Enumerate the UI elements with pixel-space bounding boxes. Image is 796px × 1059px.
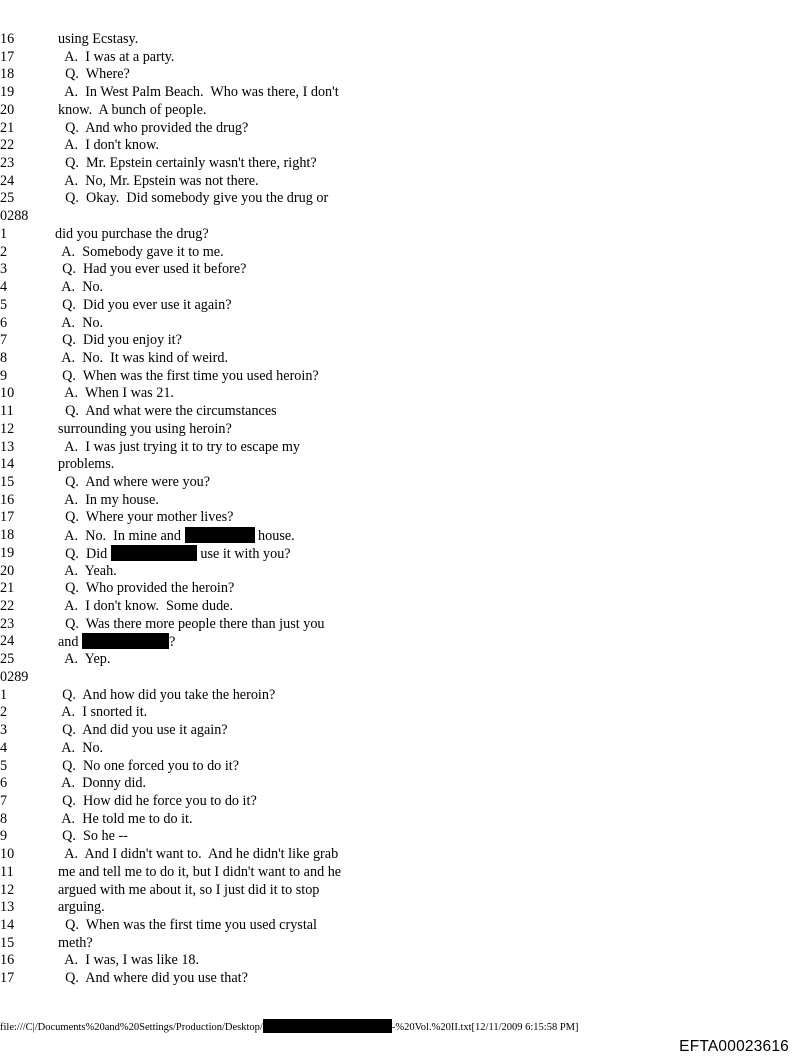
transcript-line xyxy=(0,456,796,474)
line-number: 23 xyxy=(0,155,15,172)
transcript-line xyxy=(0,687,796,705)
line-text xyxy=(58,846,338,864)
text-segment: A. No. xyxy=(55,279,104,296)
text-segment: problems. xyxy=(58,456,115,473)
footer-path-prefix: file:///C|/Documents%20and%20Settings/Production/Desktop/ xyxy=(0,1022,263,1033)
line-text xyxy=(55,811,193,829)
transcript-line xyxy=(0,155,796,173)
transcript-line xyxy=(0,421,796,439)
transcript-line xyxy=(0,315,796,333)
transcript-line xyxy=(0,297,796,315)
transcript-line xyxy=(0,935,796,953)
text-segment: Q. And did you use it again? xyxy=(55,722,228,739)
transcript-line xyxy=(0,279,796,297)
line-number: 1 xyxy=(0,225,8,242)
line-text xyxy=(55,722,228,740)
line-number: 17 xyxy=(0,48,15,65)
line-number: 5 xyxy=(0,296,8,313)
line-number: 22 xyxy=(0,598,15,615)
line-text xyxy=(58,31,138,49)
line-number: 12 xyxy=(0,420,15,437)
line-number: 17 xyxy=(0,509,15,526)
line-number: 24 xyxy=(0,633,15,650)
text-segment: A. And I didn't want to. And he didn't like grab xyxy=(58,846,339,863)
line-number: 12 xyxy=(0,881,15,898)
text-segment: and xyxy=(58,634,83,651)
line-text xyxy=(58,580,234,598)
line-text xyxy=(55,368,319,386)
text-segment: A. No. In mine and xyxy=(58,528,185,545)
transcript-line xyxy=(0,403,796,421)
line-number: 16 xyxy=(0,31,15,47)
text-segment: A. He told me to do it. xyxy=(55,810,193,827)
line-text xyxy=(55,332,182,350)
transcript-line xyxy=(0,828,796,846)
line-number: 8 xyxy=(0,349,8,366)
text-segment: A. Somebody gave it to me. xyxy=(55,243,224,260)
line-text xyxy=(58,190,328,208)
line-text xyxy=(58,49,174,67)
transcript-line xyxy=(0,722,796,740)
transcript-line xyxy=(0,439,796,457)
text-segment: A. In West Palm Beach. Who was there, I don't xyxy=(58,84,339,101)
transcript-line xyxy=(0,793,796,811)
line-number: 11 xyxy=(0,863,14,880)
text-segment: Q. Who provided the heroin? xyxy=(58,580,235,597)
line-text xyxy=(58,155,317,173)
transcript-line xyxy=(0,563,796,581)
transcript-line xyxy=(0,102,796,120)
text-segment: Q. No one forced you to do it? xyxy=(55,757,240,774)
transcript-line xyxy=(0,970,796,988)
text-segment: Q. When was the first time you used crystal xyxy=(58,917,317,933)
line-number: 2 xyxy=(0,704,8,721)
text-segment: Q. And where did you use that? xyxy=(58,970,248,987)
text-segment: A. No. It was kind of weird. xyxy=(55,349,228,366)
line-number: 4 xyxy=(0,739,8,756)
text-segment: ? xyxy=(169,634,176,651)
line-number: 3 xyxy=(0,261,8,278)
transcript-line xyxy=(0,120,796,138)
transcript-line xyxy=(0,492,796,510)
text-segment: A. No. xyxy=(55,314,104,331)
line-number: 14 xyxy=(0,456,15,473)
text-segment: A. I snorted it. xyxy=(55,704,148,721)
line-number: 2 xyxy=(0,243,8,260)
line-number: 10 xyxy=(0,846,15,863)
transcript-line xyxy=(0,740,796,758)
text-segment: Q. Mr. Epstein certainly wasn't there, right? xyxy=(58,155,317,172)
text-segment: using Ecstasy. xyxy=(58,31,139,47)
text-segment: A. I was at a party. xyxy=(58,48,175,65)
line-number: 14 xyxy=(0,917,15,933)
text-segment: Q. Was there more people there than just you xyxy=(58,615,325,632)
line-text xyxy=(58,84,339,102)
text-segment: me and tell me to do it, but I didn't want to and he xyxy=(58,863,342,880)
line-number: 22 xyxy=(0,137,15,154)
text-segment: A. No, Mr. Epstein was not there. xyxy=(58,172,259,189)
file-path-footer xyxy=(0,1019,579,1033)
line-text xyxy=(58,651,110,669)
text-segment: Q. Did you enjoy it? xyxy=(55,332,182,349)
transcript-line xyxy=(0,49,796,67)
line-number: 4 xyxy=(0,279,8,296)
line-text xyxy=(58,545,291,564)
line-text xyxy=(58,917,317,935)
text-segment: Q. Had you ever used it before? xyxy=(55,261,247,278)
line-text xyxy=(55,687,275,705)
line-text xyxy=(58,421,232,439)
transcript-line xyxy=(0,545,796,563)
line-number: 10 xyxy=(0,385,15,402)
page-marker xyxy=(0,669,796,687)
line-text xyxy=(55,279,103,297)
transcript-line xyxy=(0,846,796,864)
text-segment: Q. When was the first time you used heroin? xyxy=(55,367,319,384)
line-text xyxy=(58,598,233,616)
transcript-line xyxy=(0,226,796,244)
transcript-line xyxy=(0,882,796,900)
line-text xyxy=(55,793,257,811)
transcript-line xyxy=(0,350,796,368)
transcript-line xyxy=(0,598,796,616)
text-segment: Q. Where? xyxy=(58,66,130,83)
line-number: 19 xyxy=(0,84,15,101)
line-text xyxy=(55,775,146,793)
line-text xyxy=(55,226,209,244)
transcript-line xyxy=(0,758,796,776)
text-segment: Q. How did he force you to do it? xyxy=(55,792,257,809)
line-number: 16 xyxy=(0,952,15,969)
line-text xyxy=(58,385,174,403)
line-text xyxy=(58,173,259,191)
text-segment: A. When I was 21. xyxy=(58,385,174,402)
text-segment: arguing. xyxy=(58,899,105,916)
line-number: 6 xyxy=(0,314,8,331)
transcript-line xyxy=(0,811,796,829)
line-text xyxy=(58,633,175,652)
redaction-block xyxy=(263,1019,392,1033)
line-number: 23 xyxy=(0,615,15,632)
text-segment: surrounding you using heroin? xyxy=(58,420,232,437)
text-segment: Q. Did you ever use it again? xyxy=(55,296,232,313)
bates-stamp: EFTA00023616 xyxy=(679,1038,789,1055)
line-text xyxy=(58,456,114,474)
line-text xyxy=(58,66,130,84)
line-number: 18 xyxy=(0,66,15,83)
transcript-line xyxy=(0,509,796,527)
line-text xyxy=(58,935,93,953)
line-number: 25 xyxy=(0,651,15,668)
line-text xyxy=(55,740,103,758)
transcript-line xyxy=(0,899,796,917)
text-segment: Q. Where your mother lives? xyxy=(58,509,234,526)
line-text xyxy=(55,704,147,722)
line-text xyxy=(58,137,159,155)
transcript-line xyxy=(0,137,796,155)
line-number: 20 xyxy=(0,101,15,118)
text-segment: A. Yep. xyxy=(58,651,111,668)
line-text xyxy=(55,315,103,333)
transcript-line xyxy=(0,580,796,598)
text-segment: meth? xyxy=(58,934,93,951)
line-text xyxy=(58,403,277,421)
line-text xyxy=(58,563,117,581)
line-text xyxy=(58,102,206,120)
text-segment: did you purchase the drug? xyxy=(55,225,209,242)
line-text xyxy=(58,899,105,917)
text-segment: A. Donny did. xyxy=(55,775,147,792)
line-number: 7 xyxy=(0,332,8,349)
text-segment: use it with you? xyxy=(196,545,291,562)
line-text xyxy=(58,616,325,634)
text-segment: know. A bunch of people. xyxy=(58,101,207,118)
line-number: 5 xyxy=(0,757,8,774)
line-text xyxy=(58,952,199,970)
line-text xyxy=(58,492,159,510)
line-text xyxy=(58,864,341,882)
line-number: 13 xyxy=(0,899,15,916)
line-text xyxy=(58,439,300,457)
text-segment: Q. Did xyxy=(58,545,111,562)
transcript-line xyxy=(0,84,796,102)
text-segment: A. No. xyxy=(55,739,104,756)
text-segment: A. Yeah. xyxy=(58,562,117,579)
text-segment: Q. So he -- xyxy=(55,828,128,845)
line-number: 18 xyxy=(0,527,15,544)
line-text xyxy=(58,120,248,138)
text-segment: argued with me about it, so I just did it to stop xyxy=(58,881,320,898)
transcript-line xyxy=(0,31,796,49)
footer-path-suffix: -%20Vol.%20II.txt[12/11/2009 6:15:58 PM] xyxy=(391,1022,579,1033)
text-segment: A. I was just trying it to try to escape my xyxy=(58,438,300,455)
page-marker xyxy=(0,208,796,226)
transcript-line xyxy=(0,952,796,970)
line-text xyxy=(55,758,239,776)
line-number: 9 xyxy=(0,828,8,845)
redaction-block xyxy=(82,633,169,649)
transcript-line xyxy=(0,633,796,651)
transcript-line xyxy=(0,616,796,634)
transcript-line xyxy=(0,66,796,84)
transcript-line xyxy=(0,651,796,669)
text-segment: Q. And how did you take the heroin? xyxy=(55,686,276,703)
line-number: 9 xyxy=(0,367,8,384)
line-text xyxy=(58,970,248,988)
line-text xyxy=(55,350,228,368)
line-number: 6 xyxy=(0,775,8,792)
transcript-line xyxy=(0,775,796,793)
transcript-line xyxy=(0,917,796,935)
redaction-block xyxy=(185,527,255,543)
text-segment: Q. Okay. Did somebody give you the drug or xyxy=(58,190,329,207)
line-text xyxy=(58,509,233,527)
transcript-line xyxy=(0,190,796,208)
line-text xyxy=(58,882,319,900)
text-segment: Q. And where were you? xyxy=(58,474,211,490)
page-number: 0288 xyxy=(0,208,29,225)
transcript-line xyxy=(0,474,796,492)
transcript-line xyxy=(0,244,796,262)
transcript-line xyxy=(0,385,796,403)
text-segment: Q. And who provided the drug? xyxy=(58,119,249,136)
line-text xyxy=(55,261,246,279)
transcript-line xyxy=(0,527,796,545)
line-number: 17 xyxy=(0,970,15,987)
line-number: 15 xyxy=(0,934,15,951)
text-segment: Q. And what were the circumstances xyxy=(58,403,277,420)
transcript-line xyxy=(0,704,796,722)
text-segment: A. In my house. xyxy=(58,491,159,508)
line-number: 21 xyxy=(0,580,15,597)
line-number: 1 xyxy=(0,686,8,703)
text-segment: A. I was, I was like 18. xyxy=(58,952,200,969)
line-number: 20 xyxy=(0,562,15,579)
line-text xyxy=(58,527,295,546)
text-segment: A. I don't know. xyxy=(58,137,159,154)
line-text xyxy=(55,244,224,262)
line-text xyxy=(58,474,210,492)
line-number: 24 xyxy=(0,172,15,189)
transcript-line xyxy=(0,332,796,350)
line-number: 19 xyxy=(0,544,15,561)
line-text xyxy=(55,828,128,846)
transcript-line xyxy=(0,261,796,279)
line-number: 3 xyxy=(0,722,8,739)
line-number: 15 xyxy=(0,474,15,490)
line-number: 25 xyxy=(0,190,15,207)
transcript-line xyxy=(0,368,796,386)
transcript-line xyxy=(0,864,796,882)
line-number: 11 xyxy=(0,403,14,420)
line-number: 8 xyxy=(0,810,8,827)
page-number: 0289 xyxy=(0,668,29,685)
text-segment: house. xyxy=(254,528,295,545)
redaction-block xyxy=(111,545,197,561)
line-text xyxy=(55,297,232,315)
text-segment: A. I don't know. Some dude. xyxy=(58,598,234,615)
line-number: 21 xyxy=(0,119,15,136)
line-number: 7 xyxy=(0,792,8,809)
line-number: 13 xyxy=(0,438,15,455)
line-number: 16 xyxy=(0,491,15,508)
transcript-line xyxy=(0,173,796,191)
